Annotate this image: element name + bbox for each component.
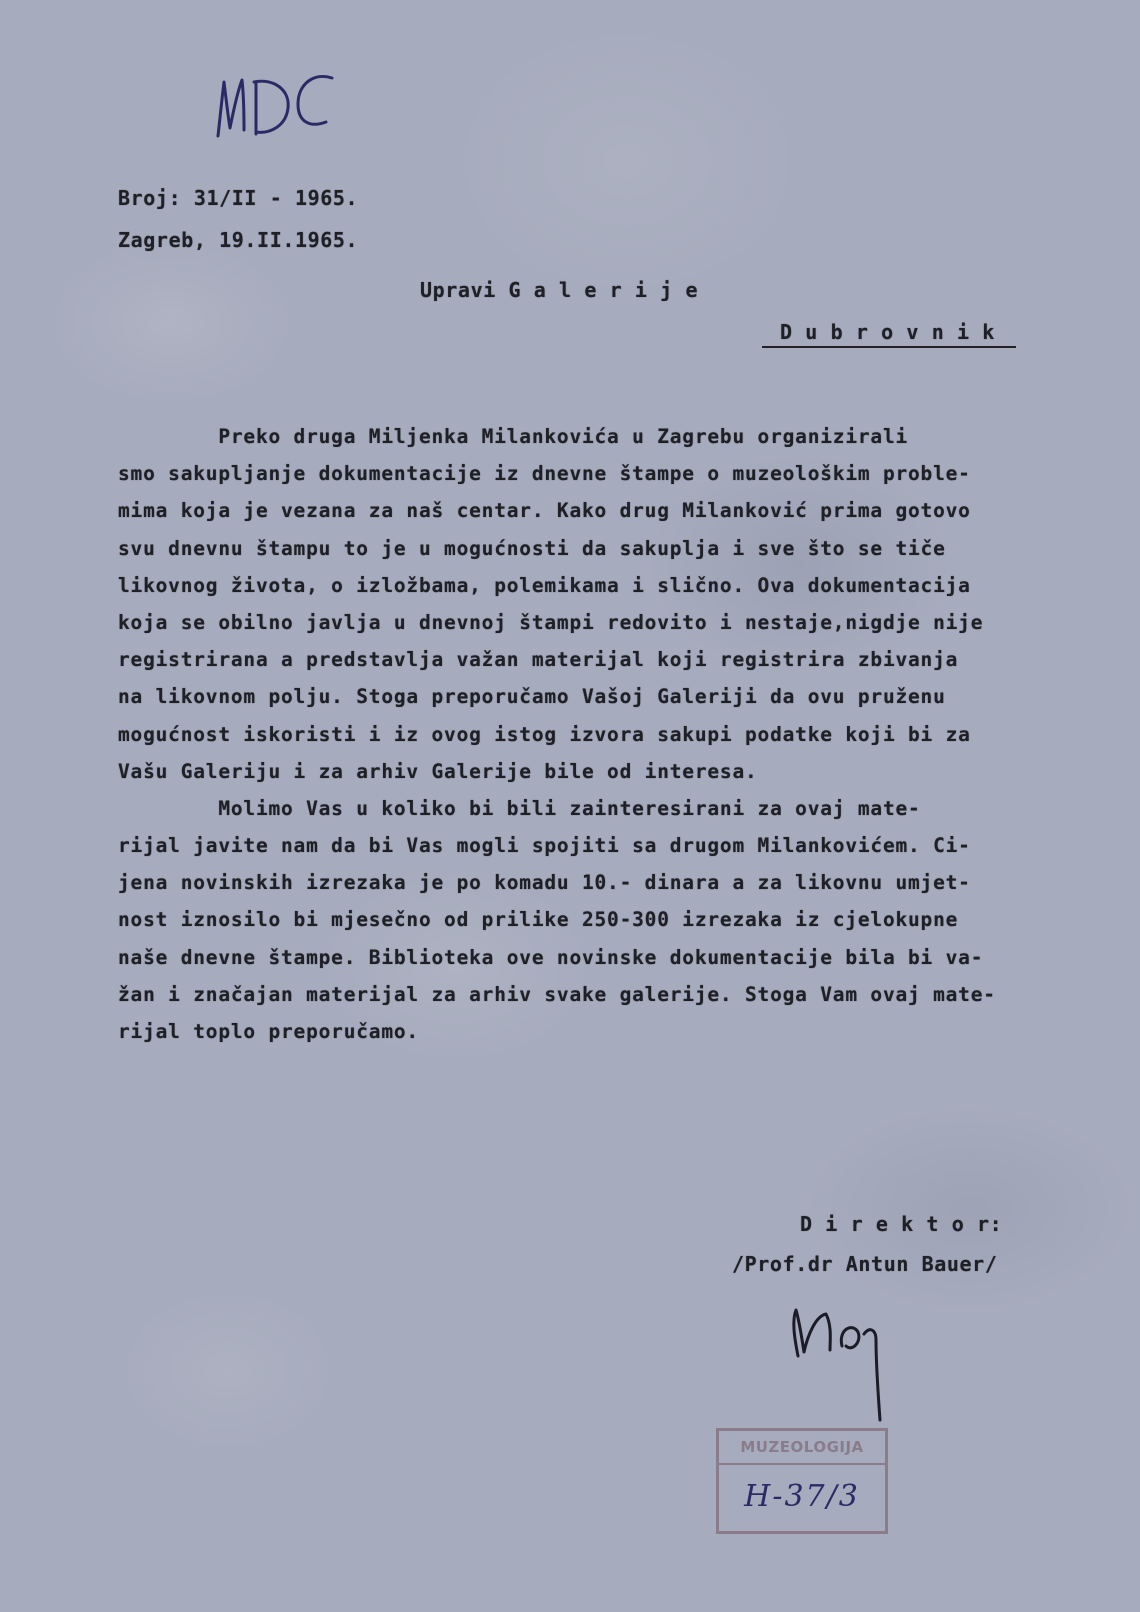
body-line: svu dnevnu štampu to je u mogućnosti da sakuplja i sve što se tiče [118, 536, 946, 560]
body-line: jena novinskih izrezaka je po komadu 10.- dinara a za likovnu umjet- [118, 871, 971, 895]
body-line: likovnog života, o izložbama, polemikama i slično. Ova dokumentacija [118, 573, 971, 597]
body-line: mima koja je vezana za naš centar. Kako drug Milanković prima gotovo [118, 499, 971, 523]
recipient-line-2: D u b r o v n i k [780, 320, 995, 344]
body-line: smo sakupljanje dokumentacije iz dnevne štampe o muzeološkim proble- [118, 462, 971, 486]
stamp-number: H-37/3 [744, 1479, 860, 1514]
document-number: Broj: 31/II - 1965. [118, 186, 359, 210]
body-line: rijal toplo preporučamo. [118, 1020, 419, 1043]
body-line: naše dnevne štampe. Biblioteka ove novinske dokumentacije bila bi va- [118, 945, 984, 969]
body-line: koja se obilno javlja u dnevnoj štampi redovito i nestaje,nigdje nije [118, 610, 984, 634]
recipient-underline [762, 346, 1016, 348]
signature-name: /Prof.dr Antun Bauer/ [732, 1252, 998, 1276]
signature-title: D i r e k t o r: [800, 1212, 1003, 1236]
recipient-line-1: Upravi G a l e r i j e [420, 278, 699, 302]
body-line: Molimo Vas u koliko bi bili zainteresirani za ovaj mate- [118, 796, 921, 820]
body-line: žan i značajan materijal za arhiv svake galerije. Stoga Vam ovaj mate- [118, 982, 996, 1006]
body-line: Vašu Galeriju i za arhiv Galerije bile od interesa. [118, 759, 758, 783]
place-and-date: Zagreb, 19.II.1965. [118, 228, 359, 252]
body-line: nost iznosilo bi mjesečno od prilike 250-300 izrezaka iz cjelokupne [118, 908, 959, 932]
body-line: registrirana a predstavlja važan materijal koji registrira zbivanja [118, 648, 959, 672]
handwritten-signature [780, 1296, 890, 1426]
letter-body [118, 418, 1078, 1050]
body-line: rijal javite nam da bi Vas mogli spojiti sa drugom Milankovićem. Ci- [118, 834, 971, 858]
body-line: mogućnost iskoristi i iz ovog istog izvora sakupi podatke koji bi za [118, 722, 971, 746]
body-line: Preko druga Miljenka Milankovića u Zagrebu organizirali [118, 425, 909, 448]
handwritten-initials-mark [210, 68, 340, 144]
archive-stamp [716, 1428, 888, 1534]
body-line: na likovnom polju. Stoga preporučamo Vašoj Galeriji da ovu pruženu [118, 685, 946, 709]
stamp-label: MUZEOLOGIJA [719, 1431, 885, 1465]
